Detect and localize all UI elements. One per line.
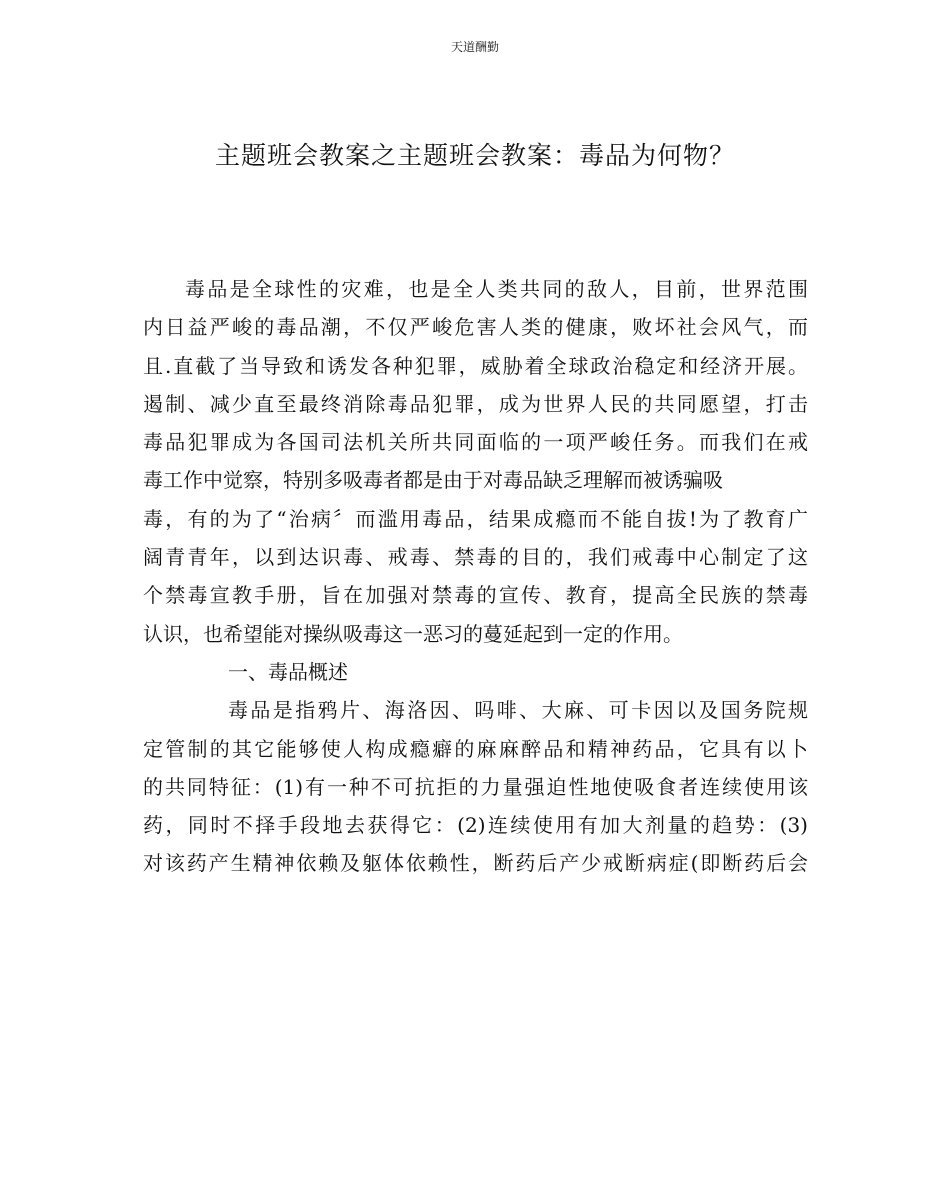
paragraph2-line: 药，同时不择手段地去获得它：(2)连续使用有加大剂量的趋势：(3) [143, 813, 808, 838]
paragraph1-line: 内日益严峻的毒品潮，不仅严峻危害人类的健康，败坏社会风气，而 [143, 315, 808, 340]
paragraph1-line: 个禁毒宣教手册，旨在加强对禁毒的宣传、教育，提高全民族的禁毒 [143, 583, 808, 608]
paragraph1-line: 认识，也希望能对操纵吸毒这一恶习的蔓延起到一定的作用。 [143, 621, 683, 646]
paragraph2-line: 的共同特征：(1)有一种不可抗拒的力量强迫性地使吸食者连续使用该 [143, 774, 808, 799]
section-heading: 一、毒品概述 [228, 659, 348, 684]
document-title: 主题班会教案之主题班会教案：毒品为何物？ [214, 141, 735, 170]
paragraph1-line: 毒工作中觉察，特别多吸毒者都是由于对毒品缺乏理解而被诱骗吸 [143, 468, 723, 493]
paragraph2-line: 对该药产生精神依赖及躯体依赖性，断药后产少戒断病症(即断药后会 [143, 851, 808, 876]
paragraph1-line: 毒品是全球性的灾难，也是全人类共同的敌人，目前，世界范围 [185, 277, 808, 301]
document-body [143, 270, 808, 883]
paragraph1-line: 阔青青年，以到达识毒、戒毒、禁毒的目的，我们戒毒中心制定了这 [143, 545, 808, 570]
paragraph1-line: 毒品犯罪成为各国司法机关所共同面临的一项严峻任务。而我们在戒 [143, 430, 808, 455]
paragraph1-line: 且.直截了当导致和诱发各种犯罪，威胁着全球政治稳定和经济开展。 [143, 353, 808, 378]
paragraph1-line: 毒，有的为了“治病〞而滥用毒品，结果成瘾而不能自拔!为了教育广 [143, 506, 808, 531]
paragraph2-line: 定管制的其它能够使人构成瘾癖的麻麻醉品和精神药品，它具有以卜 [143, 736, 808, 761]
page-header: 天道酬勤 [450, 40, 499, 54]
paragraph1-line: 遏制、减少直至最终消除毒品犯罪，成为世界人民的共同愿望，打击 [143, 391, 808, 416]
paragraph2-line: 毒品是指鸦片、海洛因、吗啡、大麻、可卡因以及国务院规 [228, 698, 808, 723]
